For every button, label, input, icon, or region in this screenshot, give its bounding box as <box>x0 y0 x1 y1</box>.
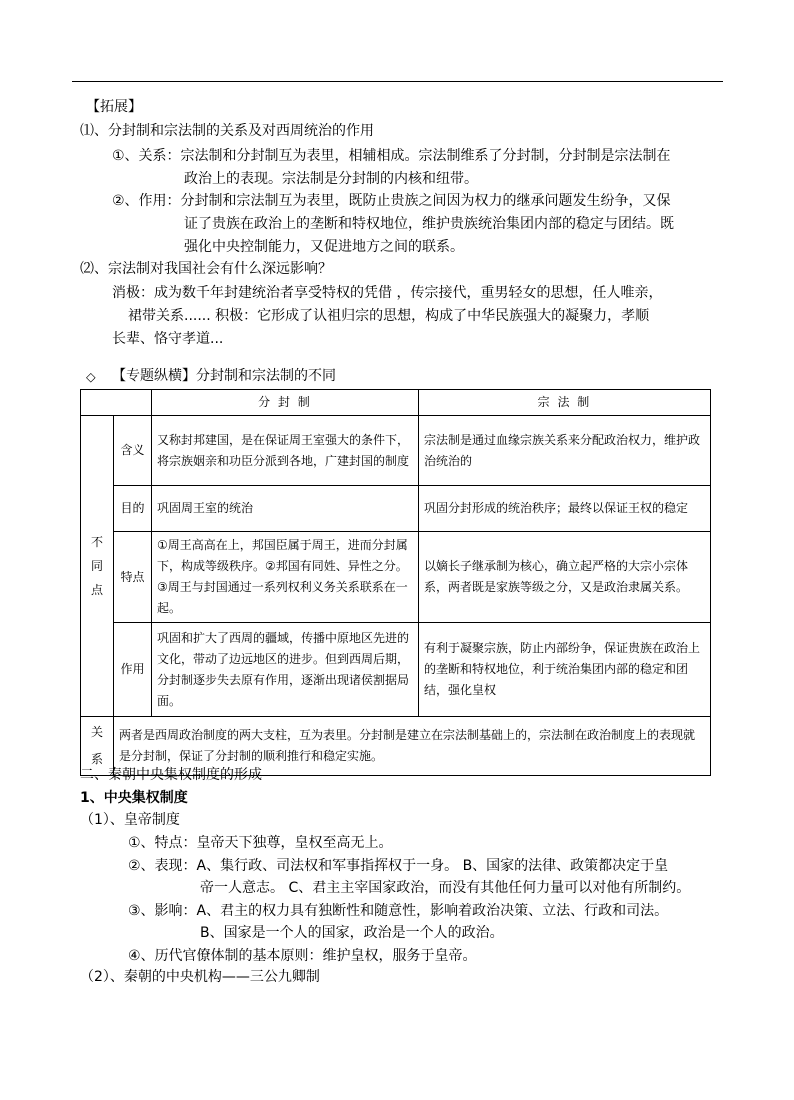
table-row <box>81 486 711 532</box>
emperor-item2-line2: 帝一人意志。 C、君主主宰国家政治，而没有其他任何力量可以对他有所制约。 <box>200 880 691 896</box>
q1-item1-line2: 政治上的表现。宗法制是分封制的内核和纽带。 <box>184 171 478 187</box>
emperor-item3-line1: ③、影响：A、君主的权力具有独断性和随意性，影响着政治决策、立法、行政和司法。 <box>128 903 669 919</box>
question-1: ⑴、分封制和宗法制的关系及对西周统治的作用 <box>80 123 374 139</box>
table-row <box>81 416 711 486</box>
fenfeng-cell: ①周王高高在上，邦国臣属于周王，进而分封属下，构成等级秩序。②邦国有同姓、异性之分。③周王与封国通过一系列权利义务关系联系在一起。 <box>152 532 419 623</box>
row-label: 目的 <box>114 486 152 532</box>
header-rule <box>72 81 723 82</box>
q2-line3: 长辈、恪守孝道... <box>112 331 224 347</box>
relation-label: 关系 <box>81 717 114 776</box>
relation-text: 两者是西周政治制度的两大支柱，互为表里。分封制是建立在宗法制基础上的，宗法制在政治制度上的表现就是分封制，保证了分封制的顺利推行和稳定实施。 <box>114 717 711 776</box>
group-label-differences: 不同点 <box>81 416 114 717</box>
emperor-item1: ①、特点：皇帝天下独尊，皇权至高无上。 <box>128 835 393 851</box>
emperor-item2-line1: ②、表现：A、集行政、司法权和军事指挥权于一身。 B、国家的法律、政策都决定于皇 <box>128 858 669 874</box>
section-2-sub1: 1、中央集权制度 <box>80 790 188 806</box>
q1-item2-line3: 强化中央控制能力，又促进地方之间的联系。 <box>184 239 464 255</box>
row-label: 特点 <box>114 532 152 623</box>
fenfeng-cell: 巩固周王室的统治 <box>152 486 419 532</box>
diamond-bullet-icon: ◇ <box>86 369 96 384</box>
header-empty-cell <box>81 390 152 416</box>
comparison-table <box>80 389 711 776</box>
question-2: ⑵、宗法制对我国社会有什么深远影响？ <box>80 261 332 277</box>
header-fenfeng: 分 封 制 <box>152 390 419 416</box>
table-row <box>81 532 711 623</box>
section-2-sub1-1: （1）、皇帝制度 <box>80 812 180 828</box>
q1-item2-line2: 证了贵族在政治上的垄断和特权地位，维护贵族统治集团内部的稳定与团结。既 <box>184 216 674 232</box>
q2-line1: 消极：成为数千年封建统治者享受特权的凭借 ，传宗接代，重男轻女的思想，任人唯亲， <box>112 285 663 301</box>
emperor-item3-line2: B、国家是一个人的国家，政治是一个人的政治。 <box>200 925 504 941</box>
expand-title: 【拓展】 <box>86 99 142 115</box>
section-2-title: 二、秦朝中央集权制度的形成 <box>80 767 262 783</box>
header-zongfa: 宗 法 制 <box>419 390 711 416</box>
zongfa-cell: 有利于凝聚宗族，防止内部纷争，保证贵族在政治上的垄断和特权地位，利于统治集团内部的稳定和团结，强化皇权 <box>419 623 711 717</box>
table-row <box>81 623 711 717</box>
zongfa-cell: 宗法制是通过血缘宗族关系来分配政治权力，维护政治统治的 <box>419 416 711 486</box>
zongfa-cell: 巩固分封形成的统治秩序；最终以保证王权的稳定 <box>419 486 711 532</box>
zongfa-cell: 以嫡长子继承制为核心，确立起严格的大宗小宗体系，两者既是家族等级之分，又是政治隶属关系。 <box>419 532 711 623</box>
fenfeng-cell: 巩固和扩大了西周的疆域，传播中原地区先进的文化，带动了边远地区的进步。但到西周后期，分封制逐步失去原有作用，逐渐出现诸侯割据局面。 <box>152 623 419 717</box>
row-label: 作用 <box>114 623 152 717</box>
row-label: 含义 <box>114 416 152 486</box>
section-2-sub1-2: （2）、秦朝的中央机构——三公九卿制 <box>80 969 320 985</box>
table-header-row <box>81 390 711 416</box>
fenfeng-cell: 又称封邦建国，是在保证周王室强大的条件下，将宗族姻亲和功臣分派到各地，广建封国的制度 <box>152 416 419 486</box>
q2-line2: 裙带关系...... 积极：它形成了认祖归宗的思想，构成了中华民族强大的凝聚力，孝顺 <box>128 308 650 324</box>
q1-item1-line1: ①、关系：宗法制和分封制互为表里，相辅相成。宗法制维系了分封制，分封制是宗法制在 <box>112 148 671 164</box>
topic-title: 【专题纵横】分封制和宗法制的不同 <box>112 368 336 384</box>
q1-item2-line1: ②、作用：分封制和宗法制互为表里，既防止贵族之间因为权力的继承问题发生纷争，又保 <box>112 193 671 209</box>
emperor-item4: ④、历代官僚体制的基本原则：维护皇权，服务于皇帝。 <box>128 948 477 964</box>
